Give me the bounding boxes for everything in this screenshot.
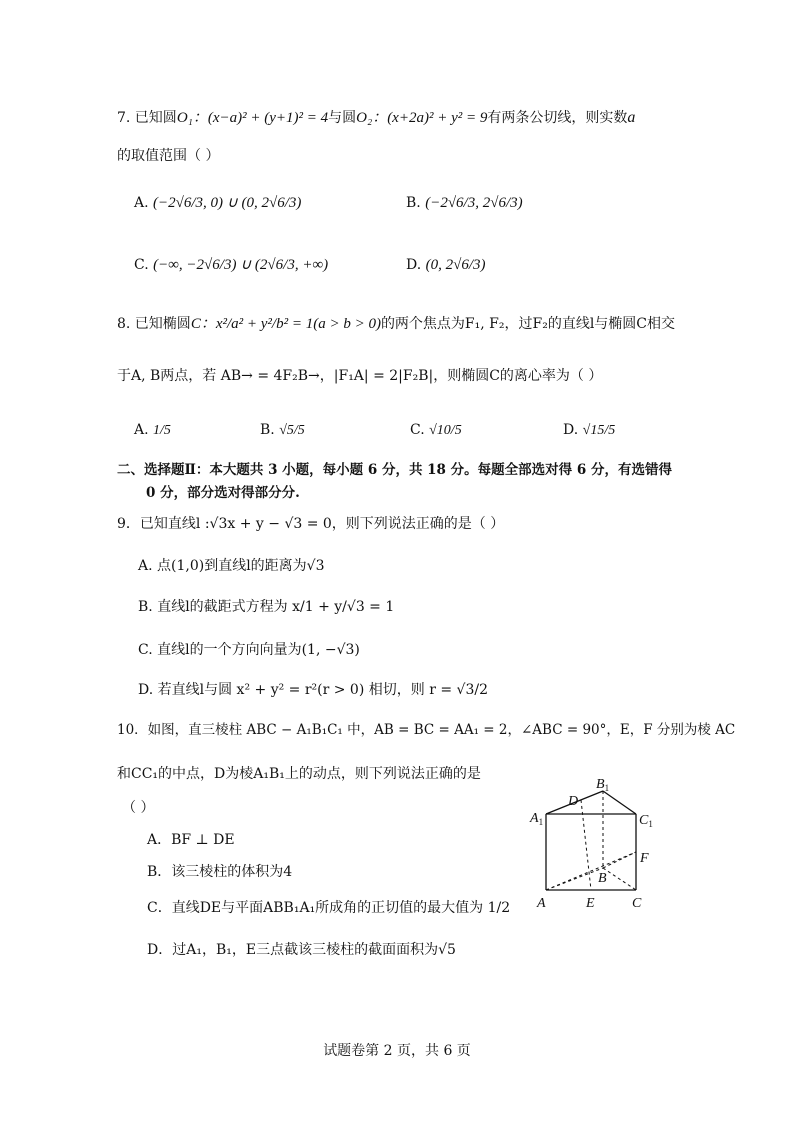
q10-stem-line2: 和CC₁的中点，D为棱A₁B₁上的动点，则下列说法正确的是 [117, 766, 481, 782]
q8-option-b[interactable]: B. √5/5 [260, 422, 305, 438]
q7-option-b[interactable]: B. (−2√6/3, 2√6/3) [406, 195, 523, 211]
q10-option-b[interactable]: B．该三棱柱的体积为4 [147, 864, 293, 880]
page-footer: 试题卷第 2 页，共 6 页 [323, 1043, 471, 1059]
label-e: E [586, 896, 595, 911]
q8-option-d[interactable]: D. √15/5 [563, 422, 616, 438]
q7-option-a[interactable]: A. (−2√6/3, 0) ∪ (0, 2√6/3) [134, 195, 302, 211]
edge-b1c1 [603, 791, 636, 814]
q10-option-d[interactable]: D．过A₁，B₁，E三点截该三棱柱的截面面积为√5 [147, 942, 456, 958]
label-c1: $C_1$ [639, 813, 653, 829]
label-b: B [598, 871, 607, 886]
q9-stem: 9．已知直线l :√3x + y − √3 = 0，则下列说法正确的是（ ） [117, 516, 505, 532]
q8-stem-line2: 于A, B两点，若 AB→ = 4F₂B→，|F₁A| = 2|F₂B|，则椭圆C的离心率为（ ） [117, 368, 603, 384]
section2-heading-line2: 0 分，部分选对得部分分. [146, 485, 300, 501]
q8-stem-line1: 8. 已知椭圆C：x²/a² + y²/b² = 1(a > b > 0)的两个焦点为F₁, F₂，过F₂的直线l与椭圆C相交 [117, 316, 676, 332]
edge-ab [546, 868, 603, 890]
q7-stem-line1: 7. 已知圆O₁：(x−a)² + (y+1)² = 4与圆O₂：(x+2a)² + y² = 9有两条公切线，则实数a [117, 109, 636, 126]
label-a: A [537, 896, 546, 911]
prism-figure [526, 774, 666, 914]
q9-option-b[interactable]: B. 直线l的截距式方程为 x/1 + y/√3 = 1 [138, 599, 395, 615]
label-d: D [568, 794, 579, 809]
q8-option-c[interactable]: C. √10/5 [410, 422, 462, 438]
label-f: F [640, 851, 649, 866]
label-b1: $B_1$ [596, 777, 610, 793]
q9-option-d[interactable]: D. 若直线l与圆 x² + y² = r²(r > 0) 相切，则 r = √3/2 [138, 682, 488, 698]
q10-answer-paren: （ ） [122, 800, 155, 816]
q10-option-c[interactable]: C．直线DE与平面ABB₁A₁所成角的正切值的最大值为 1/2 [147, 900, 511, 916]
q7-option-d[interactable]: D. (0, 2√6/3) [406, 257, 486, 273]
label-a1: $A_1$ [530, 811, 544, 827]
q8-option-a[interactable]: A. 1/5 [134, 422, 171, 438]
q9-option-c[interactable]: C. 直线l的一个方向向量为(1, −√3) [138, 642, 360, 658]
q10-stem-line1: 10．如图，直三棱柱 ABC − A₁B₁C₁ 中，AB = BC = AA₁ = 2，∠ABC = 90°，E，F 分别为棱 AC [117, 722, 736, 738]
q10-option-a[interactable]: A．BF ⊥ DE [147, 832, 235, 848]
q9-option-a[interactable]: A. 点(1,0)到直线l的距离为√3 [138, 558, 325, 574]
q7-option-c[interactable]: C. (−∞, −2√6/3) ∪ (2√6/3, +∞) [134, 257, 329, 273]
segment-af [546, 852, 636, 890]
label-c: C [632, 896, 642, 911]
section2-heading-line1: 二、选择题Ⅱ：本大题共 3 小题，每小题 6 分，共 18 分。每题全部选对得 6 分，有选错得 [117, 462, 672, 478]
edge-bc [603, 868, 636, 890]
q7-stem-line2: 的取值范围（ ） [117, 148, 220, 164]
